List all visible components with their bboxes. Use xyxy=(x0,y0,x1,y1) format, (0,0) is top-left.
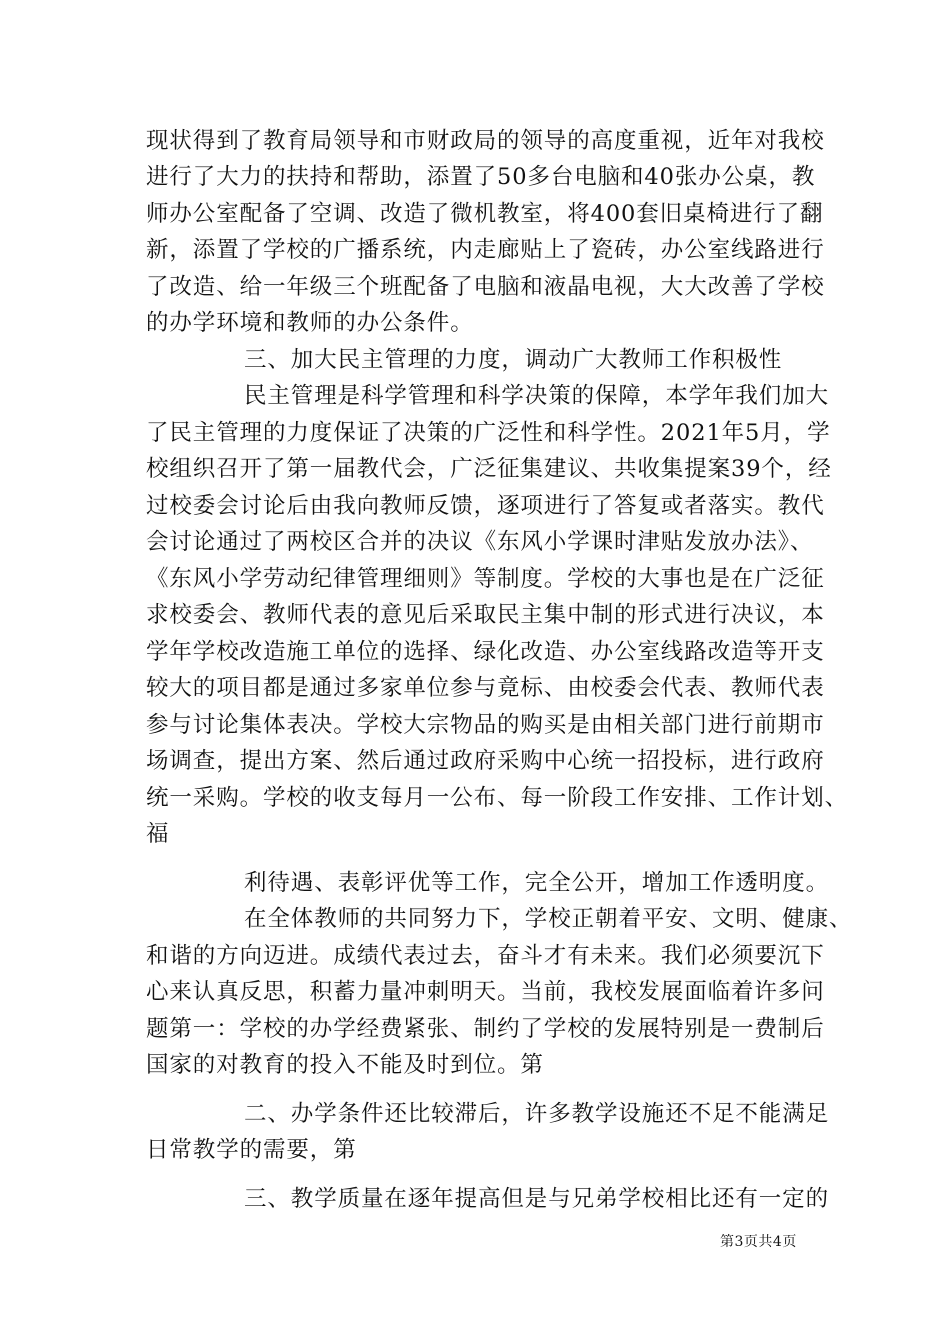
text-line: 师办公室配备了空调、改造了微机教室，将400套旧桌椅进行了翻 xyxy=(146,201,824,227)
text-line: 会讨论通过了两校区合并的决议《东风小学课时津贴发放办法》、 xyxy=(146,529,814,555)
text-line: 国家的对教育的投入不能及时到位。第 xyxy=(146,1052,544,1078)
text-line: 的办学环境和教师的办公条件。 xyxy=(146,310,474,336)
text-line: 现状得到了教育局领导和市财政局的领导的高度重视，近年对我校 xyxy=(146,128,825,154)
text-line: 《东风小学劳动纪律管理细则》等制度。学校的大事也是在广泛征 xyxy=(146,566,825,592)
text-line: 日常教学的需要，第 xyxy=(146,1137,357,1163)
text-line: 校组织召开了第一届教代会，广泛征集建议、共收集提案39个，经 xyxy=(146,456,832,482)
text-line: 学年学校改造施工单位的选择、绿化改造、办公室线路改造等开支 xyxy=(146,639,825,665)
text-line: 了改造、给一年级三个班配备了电脑和液晶电视，大大改善了学校 xyxy=(146,274,825,300)
text-line: 在全体教师的共同努力下，学校正朝着平安、文明、健康、 xyxy=(244,906,853,932)
text-line: 场调查，提出方案、然后通过政府采购中心统一招投标，进行政府 xyxy=(146,748,825,774)
text-line: 民主管理是科学管理和科学决策的保障，本学年我们加大 xyxy=(244,383,830,409)
text-line: 心来认真反思，积蓄力量冲刺明天。当前，我校发展面临着许多问 xyxy=(146,979,825,1005)
text-line: 过校委会讨论后由我向教师反馈，逐项进行了答复或者落实。教代 xyxy=(146,493,825,519)
text-line: 了民主管理的力度保证了决策的广泛性和科学性。2021年5月，学 xyxy=(146,420,831,446)
text-line: 参与讨论集体表决。学校大宗物品的购买是由相关部门进行前期市 xyxy=(146,712,825,738)
text-line: 三、教学质量在逐年提高但是与兄弟学校相比还有一定的 xyxy=(244,1186,830,1212)
text-line: 福 xyxy=(146,821,170,847)
text-line: 新，添置了学校的广播系统，内走廊贴上了瓷砖，办公室线路进行 xyxy=(146,237,825,263)
section-heading: 三、加大民主管理的力度，调动广大教师工作积极性 xyxy=(244,347,783,373)
text-line: 求校委会、教师代表的意见后采取民主集中制的形式进行决议，本 xyxy=(146,602,825,628)
page-number: 第3页共4页 xyxy=(720,1234,797,1250)
text-line: 利待遇、表彰评优等工作，完全公开，增加工作透明度。 xyxy=(244,870,830,896)
text-line: 统一采购。学校的收支每月一公布、每一阶段工作安排、工作计划、 xyxy=(146,785,849,811)
text-line: 和谐的方向迈进。成绩代表过去，奋斗才有未来。我们必须要沉下 xyxy=(146,943,825,969)
text-line: 进行了大力的扶持和帮助，添置了50多台电脑和40张办公桌，教 xyxy=(146,164,816,190)
text-line: 二、办学条件还比较滞后，许多教学设施还不足不能满足 xyxy=(244,1101,830,1127)
text-line: 题第一：学校的办学经费紧张、制约了学校的发展特别是一费制后 xyxy=(146,1016,825,1042)
text-line: 较大的项目都是通过多家单位参与竟标、由校委会代表、教师代表 xyxy=(146,675,825,701)
